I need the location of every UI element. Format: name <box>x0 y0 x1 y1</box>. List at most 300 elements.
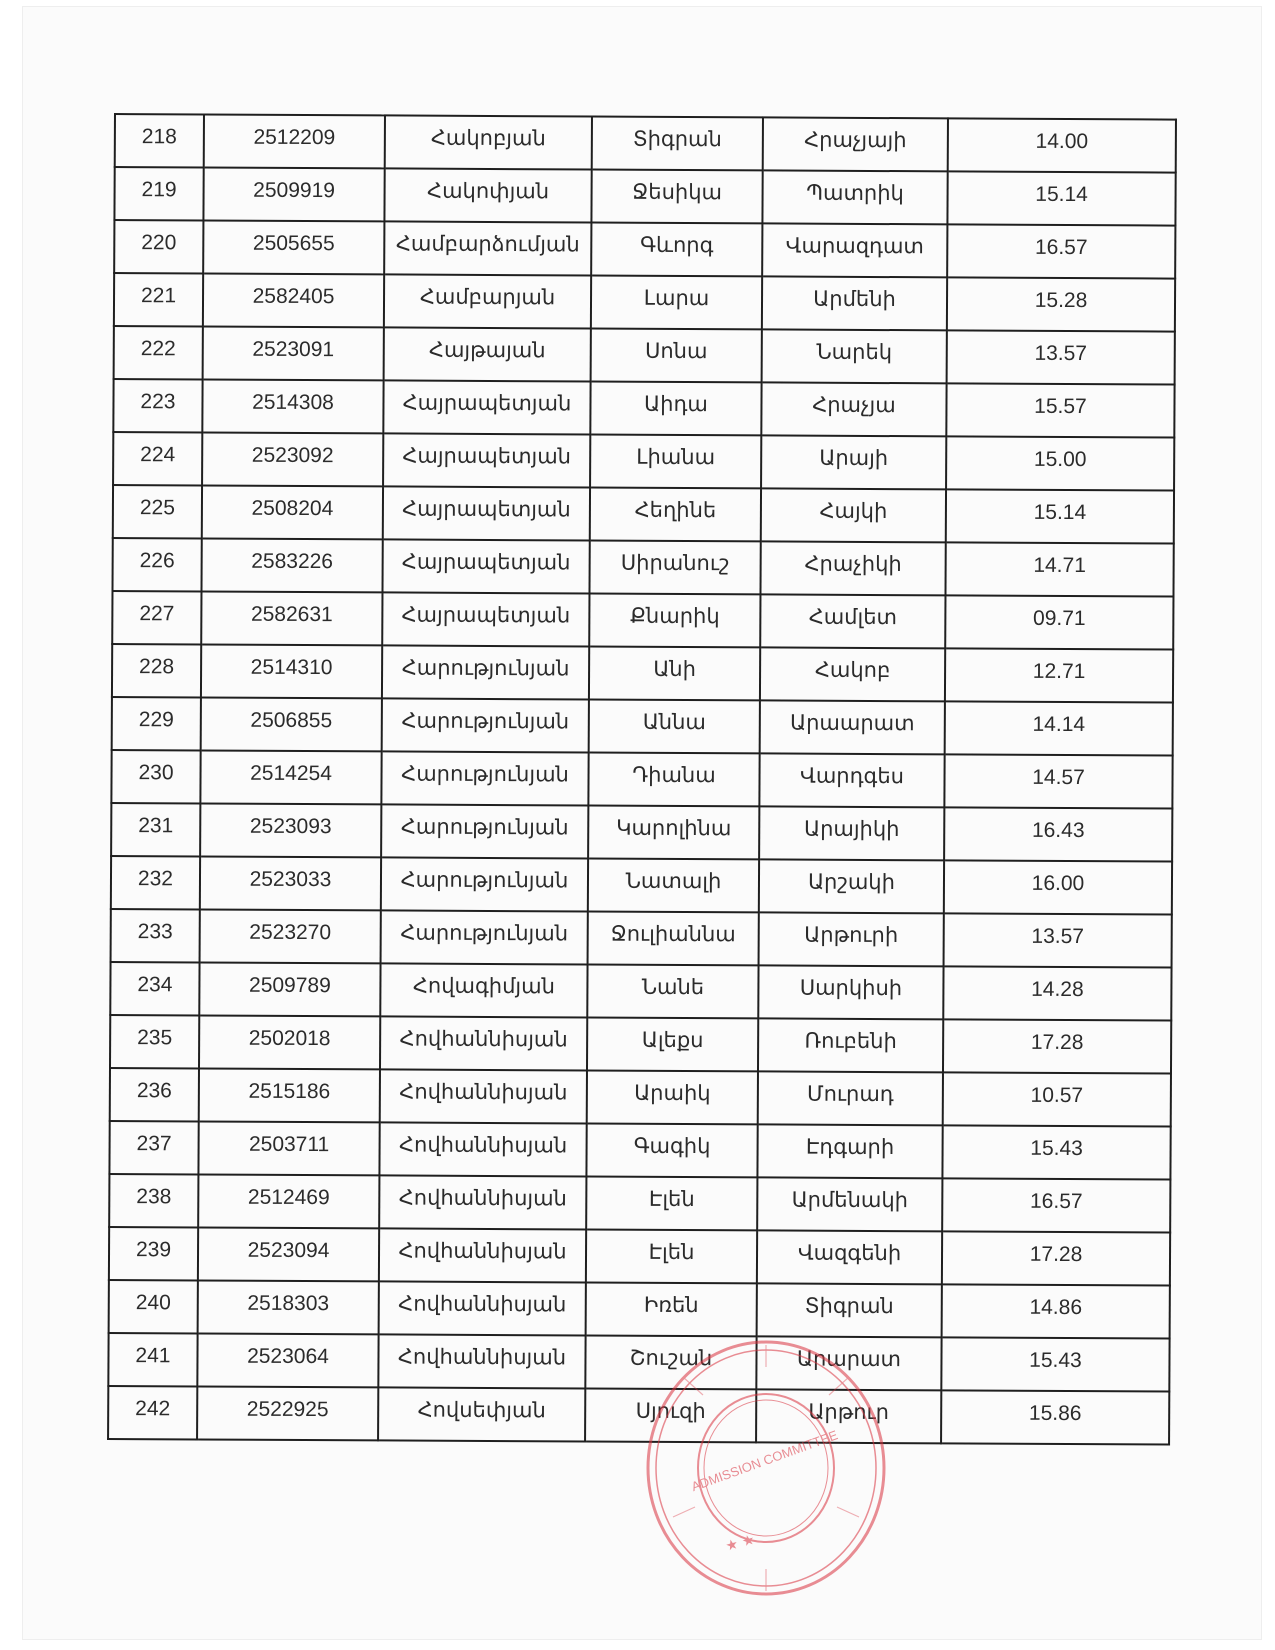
last-name-cell <box>379 1175 586 1229</box>
score-cell <box>942 1231 1170 1285</box>
applicant-id-cell-text: 2523033 <box>249 867 332 891</box>
last-name-cell <box>382 698 589 752</box>
row-number-cell <box>112 644 201 697</box>
score-cell <box>944 913 1172 967</box>
row-number-cell-text: 232 <box>137 866 174 890</box>
table-row <box>114 220 1175 279</box>
first-name-cell-text: Իռեն <box>643 1293 699 1318</box>
score-cell <box>945 595 1173 649</box>
last-name-cell <box>378 1387 585 1441</box>
patronymic-cell-text: Նարեկ <box>816 340 893 365</box>
first-name-cell-text: Ջուլիաննա <box>610 922 736 947</box>
table-row <box>114 326 1175 385</box>
score-cell-text: 13.57 <box>1031 924 1085 948</box>
table-row <box>114 167 1175 226</box>
first-name-cell <box>591 276 762 330</box>
table-row <box>111 803 1172 862</box>
row-number-cell-text: 231 <box>138 813 174 837</box>
last-name-cell <box>379 1122 586 1176</box>
first-name-cell <box>591 223 762 277</box>
last-name-cell <box>381 751 588 805</box>
score-cell <box>944 860 1172 914</box>
last-name-cell-text: Հայթայան <box>428 338 546 363</box>
row-number-cell <box>112 591 201 644</box>
row-number-cell <box>109 1280 198 1333</box>
table-row <box>114 273 1175 332</box>
row-number-cell <box>111 750 200 803</box>
row-number-cell-text: 225 <box>139 495 176 519</box>
row-number-cell-text: 226 <box>139 548 175 572</box>
row-number-cell <box>111 803 200 856</box>
patronymic-cell <box>762 170 947 224</box>
first-name-cell-text: Գագիկ <box>633 1134 711 1159</box>
applicant-id-cell <box>198 1227 379 1281</box>
table-row <box>109 1227 1170 1286</box>
last-name-cell-text: Հարությունյան <box>401 656 570 681</box>
row-number-cell <box>109 1227 198 1280</box>
first-name-cell-text: Քնարիկ <box>630 604 720 629</box>
svg-text:★ ★: ★ ★ <box>723 1531 757 1555</box>
table-row <box>112 697 1173 756</box>
first-name-cell <box>592 117 763 171</box>
patronymic-cell-text: Արայի <box>819 446 889 471</box>
patronymic-cell <box>762 329 947 383</box>
patronymic-cell <box>756 1389 941 1443</box>
applicant-id-cell <box>203 326 384 380</box>
row-number-cell <box>113 432 202 485</box>
score-cell-text: 12.71 <box>1032 659 1086 683</box>
applicant-id-cell-text: 2518303 <box>247 1291 330 1315</box>
score-cell <box>947 330 1175 384</box>
score-cell <box>946 489 1174 543</box>
applicant-table-body <box>108 114 1176 1445</box>
first-name-cell-text: Սիրանուշ <box>620 551 730 576</box>
applicant-id-cell <box>199 962 380 1016</box>
score-cell <box>944 807 1172 861</box>
patronymic-cell-text: Արարատ <box>796 1347 902 1372</box>
row-number-cell-text: 240 <box>135 1290 171 1314</box>
score-cell <box>943 1072 1171 1126</box>
table-row <box>110 1015 1171 1074</box>
score-cell <box>943 1019 1171 1073</box>
score-cell <box>941 1337 1169 1391</box>
applicant-id-cell-text: 2582405 <box>252 284 335 308</box>
applicant-id-cell <box>200 803 381 857</box>
applicant-id-cell-text: 2583226 <box>251 549 334 573</box>
patronymic-cell-text: Հրաչյա <box>812 393 896 418</box>
table-row <box>113 432 1174 491</box>
first-name-cell <box>588 858 759 912</box>
row-number-cell-text: 233 <box>137 919 173 943</box>
applicant-id-cell <box>203 220 384 274</box>
row-number-cell-text: 219 <box>141 177 177 201</box>
score-cell-text: 14.00 <box>1035 129 1089 153</box>
applicant-id-cell <box>198 1280 379 1334</box>
applicant-id-cell-text: 2503711 <box>248 1132 330 1156</box>
first-name-cell-text: Ջեսիկա <box>632 180 723 205</box>
table-row <box>111 856 1172 915</box>
patronymic-cell-text: Արթուրի <box>804 923 899 948</box>
first-name-cell <box>587 964 758 1018</box>
table-row <box>111 750 1172 809</box>
score-cell-text: 16.57 <box>1029 1189 1083 1213</box>
row-number-cell-text: 228 <box>139 654 175 678</box>
last-name-cell-text: Հայրապետյան <box>402 497 571 522</box>
last-name-cell-text: Հայրապետյան <box>402 391 572 416</box>
row-number-cell-text: 224 <box>140 442 176 466</box>
row-number-cell <box>112 538 201 591</box>
row-number-cell <box>110 1015 199 1068</box>
table-row <box>110 962 1171 1021</box>
table-row <box>110 1068 1171 1127</box>
last-name-cell-text: Հովհաննիսյան <box>398 1292 567 1317</box>
first-name-cell <box>586 1229 757 1283</box>
patronymic-cell <box>762 223 947 277</box>
row-number-cell <box>109 1174 198 1227</box>
applicant-id-cell <box>201 591 382 645</box>
patronymic-cell <box>759 806 944 860</box>
row-number-cell <box>108 1333 197 1386</box>
patronymic-cell <box>761 488 946 542</box>
score-cell-text: 16.57 <box>1034 235 1088 259</box>
patronymic-cell <box>759 912 944 966</box>
patronymic-cell-text: Վարազդատ <box>785 234 924 259</box>
score-cell-text: 14.86 <box>1029 1295 1083 1319</box>
first-name-cell <box>588 752 759 806</box>
patronymic-cell <box>760 541 945 595</box>
table-row <box>109 1174 1170 1233</box>
first-name-cell <box>587 1017 758 1071</box>
patronymic-cell-text: Արշակի <box>807 870 896 895</box>
row-number-cell-text: 235 <box>137 1025 173 1049</box>
last-name-cell-text: Հովագիմյան <box>412 974 555 999</box>
applicant-table <box>107 113 1177 1446</box>
row-number-cell-text: 242 <box>135 1396 171 1420</box>
patronymic-cell-text: Ռուբենի <box>804 1029 897 1054</box>
patronymic-cell <box>758 1018 943 1072</box>
table-row <box>111 909 1172 968</box>
last-name-cell <box>384 327 591 381</box>
last-name-cell <box>383 486 590 540</box>
last-name-cell <box>382 592 589 646</box>
applicant-id-cell-text: 2514308 <box>252 390 334 414</box>
last-name-cell <box>385 115 592 169</box>
last-name-cell-text: Հովհաննիսյան <box>398 1186 567 1211</box>
first-name-cell-text: Շուշան <box>629 1346 713 1371</box>
applicant-id-cell <box>200 909 381 963</box>
row-number-cell <box>111 909 200 962</box>
applicant-id-cell <box>202 432 383 486</box>
last-name-cell-text: Հարությունյան <box>400 868 569 893</box>
row-number-cell <box>112 697 201 750</box>
first-name-cell <box>588 911 759 965</box>
first-name-cell-text: Դիանա <box>632 763 716 788</box>
patronymic-cell <box>757 1230 942 1284</box>
applicant-id-cell-text: 2508204 <box>251 496 334 520</box>
patronymic-cell <box>758 965 943 1019</box>
applicant-id-cell <box>200 856 381 910</box>
score-cell-text: 15.28 <box>1034 288 1088 312</box>
table-row <box>112 644 1173 703</box>
patronymic-cell <box>757 1177 942 1231</box>
patronymic-cell-text: Արմենակի <box>791 1188 909 1213</box>
first-name-cell-text: Էլեն <box>648 1187 695 1212</box>
score-cell <box>942 1284 1170 1338</box>
last-name-cell <box>384 274 591 328</box>
score-cell-text: 14.28 <box>1031 977 1084 1001</box>
last-name-cell-text: Հակոփյան <box>427 179 550 204</box>
score-cell <box>948 118 1176 172</box>
last-name-cell <box>380 1069 587 1123</box>
applicant-id-cell-text: 2509919 <box>253 178 336 202</box>
first-name-cell <box>590 434 761 488</box>
last-name-cell-text: Հովհաննիսյան <box>397 1345 567 1370</box>
score-cell-text: 13.57 <box>1034 341 1088 365</box>
score-cell-text: 15.43 <box>1029 1348 1082 1372</box>
applicant-id-cell-text: 2512209 <box>253 125 336 149</box>
score-cell-text: 09.71 <box>1033 606 1086 630</box>
score-cell-text: 15.14 <box>1035 182 1088 206</box>
patronymic-cell-text: Սարկիսի <box>799 976 903 1001</box>
applicant-id-cell <box>203 273 384 327</box>
row-number-cell <box>110 962 199 1015</box>
patronymic-cell <box>758 1071 943 1125</box>
first-name-cell-text: Սյուզի <box>635 1399 706 1424</box>
first-name-cell-text: Սոնա <box>644 339 708 364</box>
last-name-cell <box>381 804 588 858</box>
patronymic-cell <box>761 382 946 436</box>
applicant-id-cell-text: 2514310 <box>250 655 333 679</box>
last-name-cell <box>379 1228 586 1282</box>
applicant-id-cell-text: 2523092 <box>251 443 334 467</box>
last-name-cell-text: Հայրապետյան <box>402 444 572 469</box>
row-number-cell-text: 241 <box>135 1343 171 1367</box>
first-name-cell-text: Արաիկ <box>634 1081 711 1106</box>
last-name-cell <box>381 857 588 911</box>
patronymic-cell-text: Տիգրան <box>804 1294 894 1319</box>
last-name-cell-text: Հակոբյան <box>430 126 546 151</box>
patronymic-cell-text: Հրաչիկի <box>804 552 902 577</box>
patronymic-cell <box>763 117 948 171</box>
last-name-cell-text: Համբարյան <box>419 285 556 310</box>
first-name-cell <box>589 593 760 647</box>
score-cell-text: 16.43 <box>1031 818 1085 842</box>
row-number-cell-text: 229 <box>138 707 174 731</box>
patronymic-cell <box>761 435 946 489</box>
patronymic-cell-text: Պատրիկ <box>806 181 904 206</box>
applicant-id-cell <box>204 114 385 168</box>
row-number-cell-text: 222 <box>140 336 176 360</box>
seal-text: ADMISSION COMMITTEE <box>689 1427 840 1495</box>
applicant-id-cell <box>202 379 383 433</box>
row-number-cell-text: 221 <box>140 283 177 307</box>
last-name-cell <box>384 221 591 275</box>
table-row <box>108 1386 1169 1445</box>
applicant-id-cell <box>201 538 382 592</box>
last-name-cell <box>383 380 590 434</box>
first-name-cell <box>586 1176 757 1230</box>
last-name-cell <box>381 910 588 964</box>
first-name-cell-text: Գևորգ <box>640 233 714 258</box>
first-name-cell-text: Նատալի <box>625 869 722 894</box>
row-number-cell-text: 223 <box>140 389 176 413</box>
score-cell <box>947 224 1175 278</box>
applicant-id-cell <box>199 1015 380 1069</box>
patronymic-cell <box>762 276 947 330</box>
last-name-cell-text: Հովհաննիսյան <box>398 1239 567 1264</box>
score-cell-text: 17.28 <box>1029 1242 1083 1266</box>
score-cell <box>946 436 1174 490</box>
patronymic-cell-text: Վարդգես <box>799 764 905 789</box>
patronymic-cell-text: Արաարատ <box>789 711 915 736</box>
patronymic-cell <box>760 700 945 754</box>
applicant-id-cell <box>197 1333 378 1387</box>
row-number-cell-text: 238 <box>136 1184 172 1208</box>
row-number-cell-text: 230 <box>138 760 174 784</box>
table-row <box>112 538 1173 597</box>
score-cell-text: 15.57 <box>1034 394 1087 418</box>
table-row <box>109 1280 1170 1339</box>
row-number-cell <box>114 220 203 273</box>
row-number-cell-text: 237 <box>136 1131 172 1155</box>
score-cell-text: 10.57 <box>1030 1083 1084 1107</box>
patronymic-cell <box>759 859 944 913</box>
row-number-cell <box>114 273 203 326</box>
applicant-id-cell-text: 2523064 <box>247 1344 329 1368</box>
patronymic-cell <box>760 647 945 701</box>
patronymic-cell <box>756 1336 941 1390</box>
last-name-cell-text: Հովհաննիսյան <box>399 1080 568 1105</box>
applicant-id-cell-text: 2512469 <box>247 1185 330 1209</box>
score-cell-text: 17.28 <box>1030 1030 1084 1054</box>
patronymic-cell-text: Համլետ <box>808 605 898 630</box>
score-cell-text: 15.43 <box>1030 1136 1083 1160</box>
row-number-cell <box>109 1121 198 1174</box>
row-number-cell-text: 218 <box>141 124 177 148</box>
applicant-id-cell-text: 2523270 <box>249 920 332 944</box>
first-name-cell-text: Լարա <box>643 286 710 311</box>
row-number-cell-text: 234 <box>137 972 173 996</box>
applicant-id-cell-text: 2514254 <box>250 761 332 785</box>
first-name-cell-text: Տիգրան <box>632 127 722 152</box>
last-name-cell-text: Հովհաննիսյան <box>398 1133 568 1158</box>
applicant-id-cell <box>202 485 383 539</box>
last-name-cell-text: Հարությունյան <box>401 709 570 734</box>
first-name-cell <box>589 646 760 700</box>
score-cell <box>942 1178 1170 1232</box>
patronymic-cell-text: Արթուր <box>808 1400 890 1425</box>
row-number-cell-text: 220 <box>141 230 177 254</box>
first-name-cell <box>590 381 761 435</box>
row-number-cell-text: 236 <box>136 1078 172 1102</box>
first-name-cell-text: Կարոլինա <box>616 816 732 841</box>
row-number-cell <box>115 114 204 167</box>
last-name-cell-text: Հարությունյան <box>400 815 569 840</box>
first-name-cell <box>588 805 759 859</box>
first-name-cell <box>589 699 760 753</box>
row-number-cell <box>111 856 200 909</box>
score-cell-text: 15.00 <box>1033 447 1087 471</box>
patronymic-cell <box>757 1283 942 1337</box>
last-name-cell-text: Հարությունյան <box>401 762 569 787</box>
row-number-cell <box>113 485 202 538</box>
applicant-id-cell-text: 2509789 <box>248 973 331 997</box>
score-cell <box>945 648 1173 702</box>
patronymic-cell-text: Վազգենի <box>797 1241 902 1266</box>
last-name-cell-text: Համբարձումյան <box>395 232 580 257</box>
applicant-id-cell <box>198 1174 379 1228</box>
applicant-id-cell-text: 2523093 <box>249 814 332 838</box>
applicant-id-cell-text: 2523094 <box>247 1238 330 1262</box>
applicant-id-cell-text: 2522925 <box>246 1397 329 1421</box>
applicant-id-cell-text: 2523091 <box>252 337 335 361</box>
first-name-cell <box>589 540 760 594</box>
score-cell <box>942 1125 1170 1179</box>
score-cell-text: 14.57 <box>1032 765 1085 789</box>
patronymic-cell-text: Հրաչյայի <box>804 128 907 153</box>
last-name-cell <box>384 168 591 222</box>
last-name-cell <box>382 539 589 593</box>
score-cell-text: 16.00 <box>1031 871 1085 895</box>
score-cell <box>946 383 1174 437</box>
patronymic-cell-text: Հայկի <box>819 499 888 524</box>
last-name-cell-text: Հայրապետյան <box>401 603 571 628</box>
first-name-cell <box>587 1070 758 1124</box>
last-name-cell <box>383 433 590 487</box>
first-name-cell <box>586 1282 757 1336</box>
table-row <box>109 1121 1170 1180</box>
table-row <box>115 114 1176 173</box>
score-cell-text: 15.14 <box>1033 500 1087 524</box>
row-number-cell <box>113 379 202 432</box>
applicant-id-cell-text: 2506855 <box>250 708 333 732</box>
applicant-id-cell <box>198 1121 379 1175</box>
applicant-id-cell <box>201 697 382 751</box>
first-name-cell-text: Լիանա <box>636 445 716 470</box>
first-name-cell <box>591 328 762 382</box>
row-number-cell <box>114 167 203 220</box>
score-cell <box>947 171 1175 225</box>
patronymic-cell <box>759 753 944 807</box>
last-name-cell <box>382 645 589 699</box>
applicant-id-cell-text: 2502018 <box>248 1026 331 1050</box>
last-name-cell-text: Հայրապետյան <box>401 550 571 575</box>
applicant-id-cell <box>200 750 381 804</box>
applicant-id-cell <box>199 1068 380 1122</box>
table-row <box>108 1333 1169 1392</box>
score-cell <box>944 754 1172 808</box>
first-name-cell-text: Նանե <box>641 975 705 1000</box>
first-name-cell-text: Աիդա <box>644 392 708 417</box>
applicant-id-cell-text: 2582631 <box>250 602 333 626</box>
score-cell-text: 15.86 <box>1028 1401 1082 1425</box>
score-cell <box>941 1390 1169 1444</box>
last-name-cell-text: Հովհաննիսյան <box>399 1027 568 1052</box>
row-number-cell <box>108 1386 197 1439</box>
score-cell <box>943 966 1171 1020</box>
applicant-id-cell-text: 2515186 <box>248 1079 331 1103</box>
score-cell <box>945 542 1173 596</box>
applicant-id-cell <box>197 1386 378 1440</box>
table-row <box>113 485 1174 544</box>
patronymic-cell-text: Մուրադ <box>806 1082 894 1107</box>
first-name-cell <box>591 170 762 224</box>
applicant-id-cell <box>203 167 384 221</box>
first-name-cell <box>585 1335 756 1389</box>
last-name-cell-text: Հովսեփյան <box>417 1398 546 1423</box>
last-name-cell-text: Հարությունյան <box>400 921 569 946</box>
last-name-cell <box>378 1334 585 1388</box>
